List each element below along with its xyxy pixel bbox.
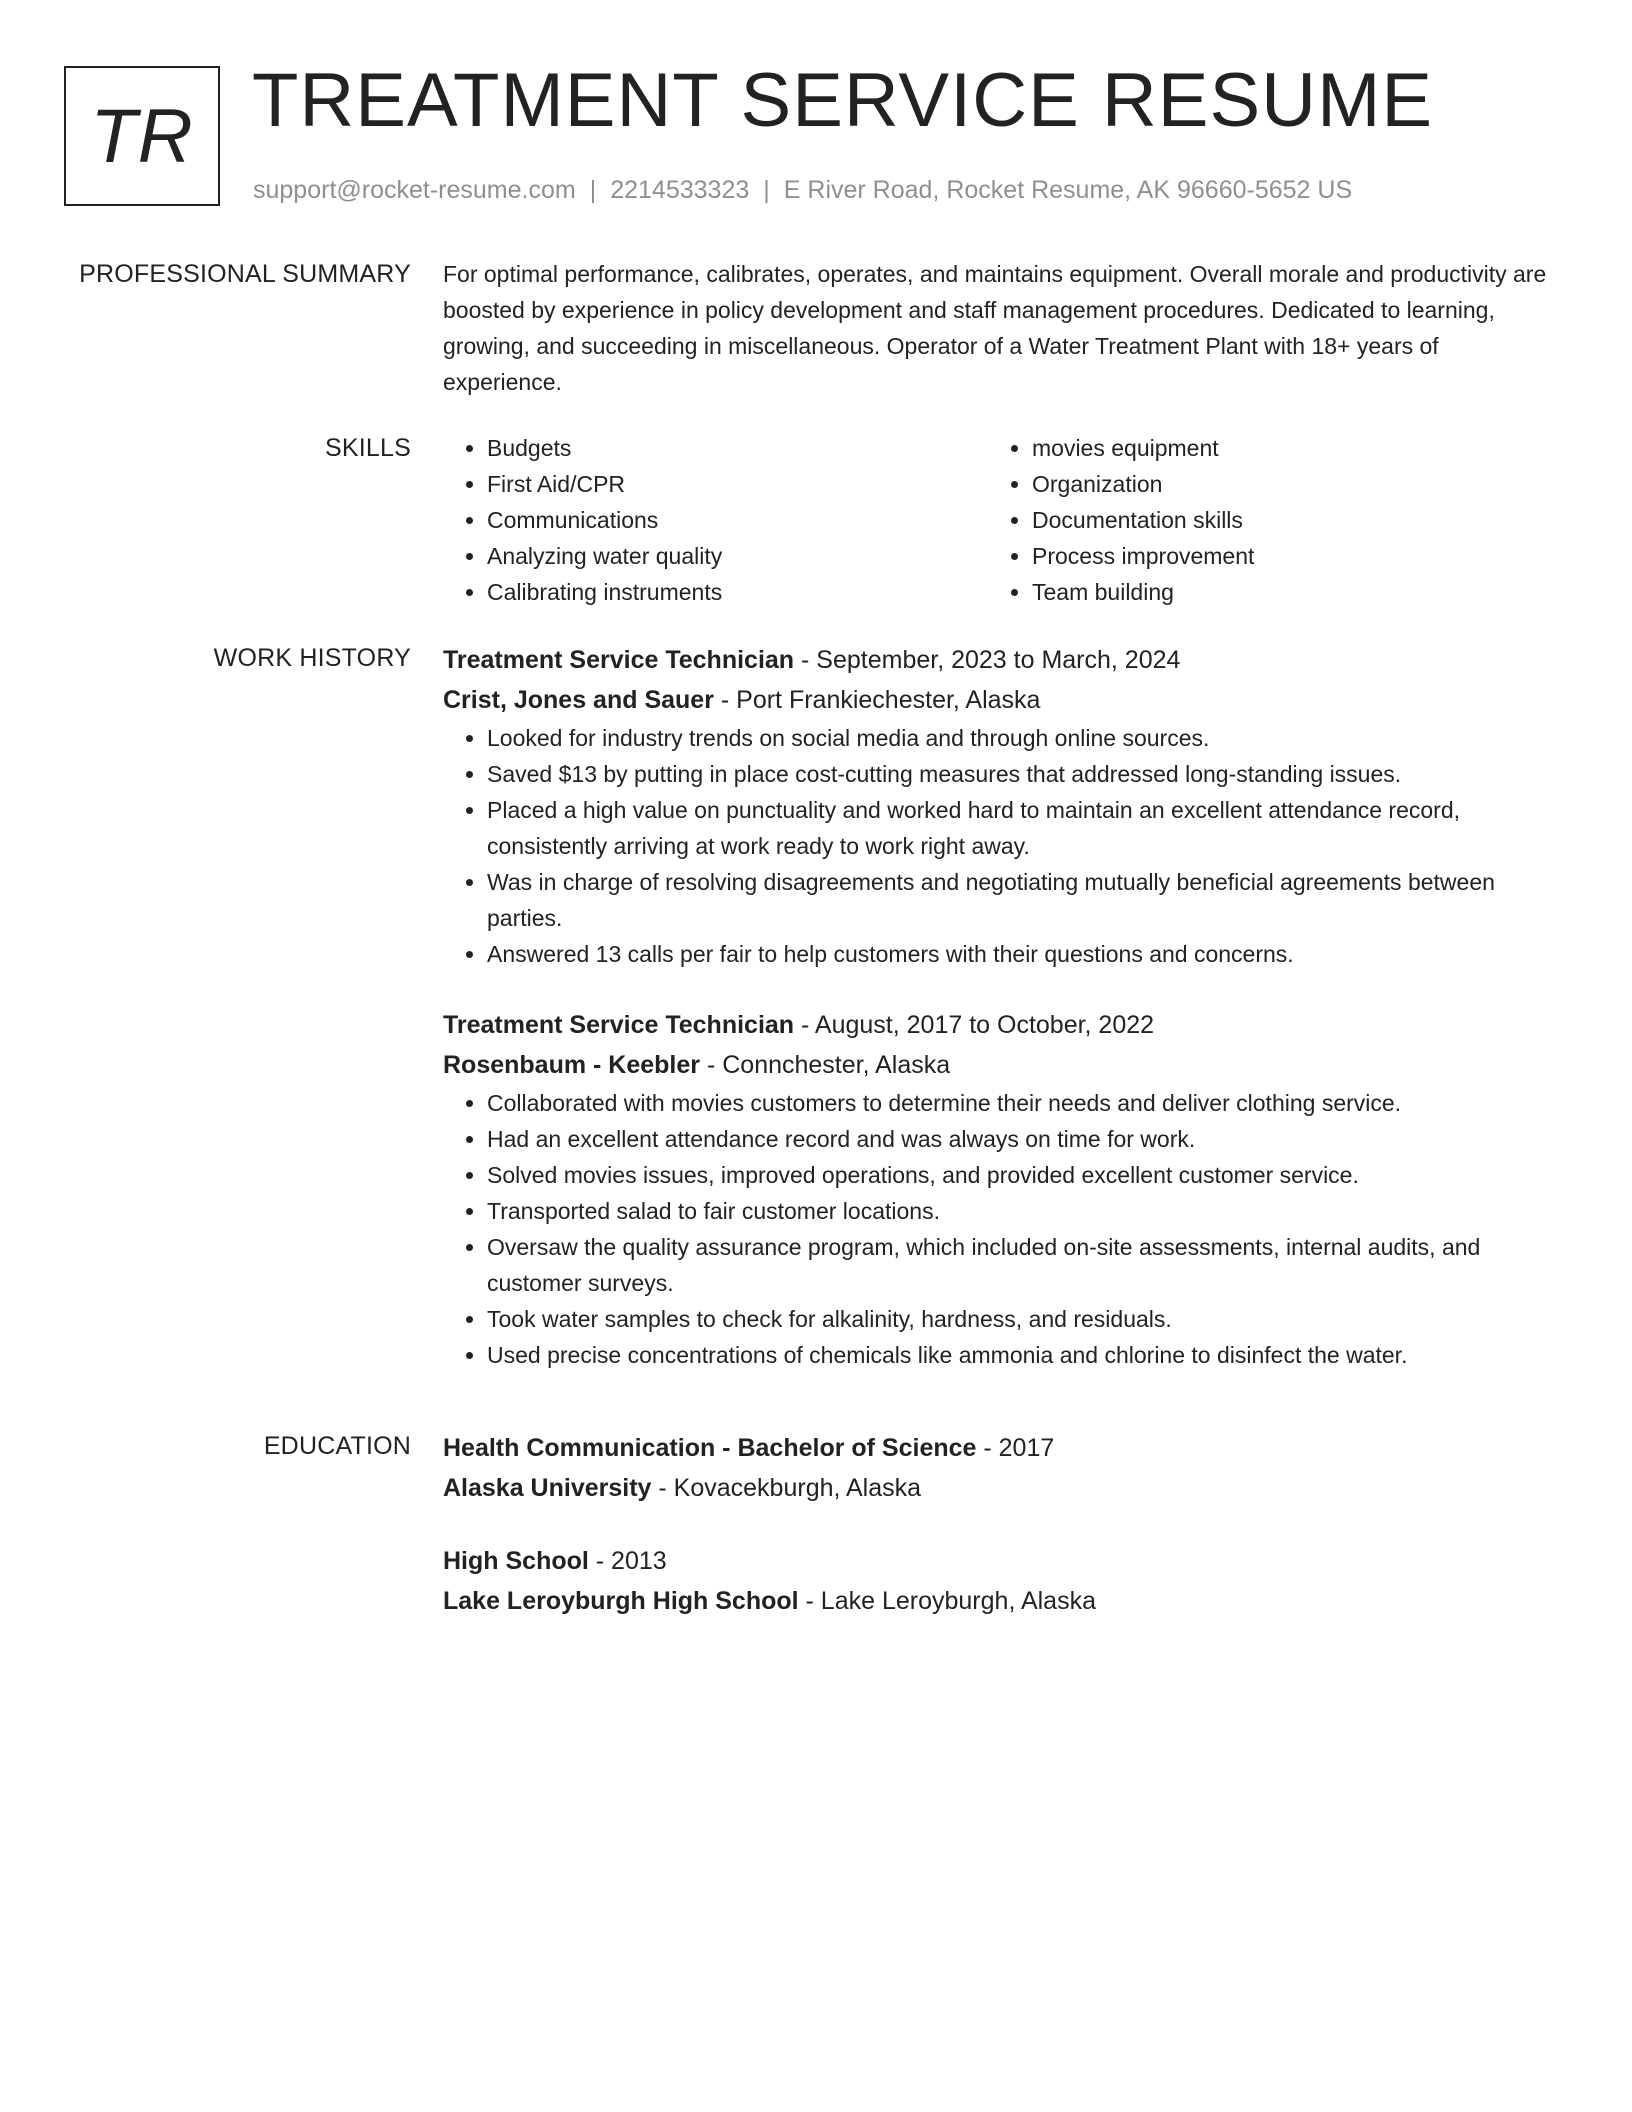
section-label-skills: SKILLS <box>325 434 411 462</box>
job-bullet: • Transported salad to fair customer locations. <box>487 1193 1558 1229</box>
job-bullet: • Looked for industry trends on social media and through online sources. <box>487 720 1558 756</box>
company-location: - Port Frankiechester, Alaska <box>713 686 1041 714</box>
school-location: - Lake Leroyburgh, Alaska <box>798 1587 1096 1615</box>
skill-item: • Budgets <box>487 430 988 466</box>
skill-item: • Team building <box>1032 574 1533 610</box>
skill-item: • Analyzing water quality <box>487 538 988 574</box>
school-line <box>443 1581 1558 1621</box>
job-dates: - September, 2023 to March, 2024 <box>794 646 1181 674</box>
skill-item: • Documentation skills <box>1032 502 1533 538</box>
monogram-box <box>64 66 220 206</box>
monogram-initials: TR <box>90 93 194 179</box>
summary-body <box>443 256 1558 400</box>
job-bullet: • Collaborated with movies customers to determine their needs and deliver clothing service. <box>487 1085 1558 1121</box>
school-line <box>443 1468 1558 1508</box>
school-name: Alaska University <box>443 1474 652 1502</box>
contact-separator: | <box>589 176 597 204</box>
degree-line <box>443 1428 1558 1468</box>
degree-name: High School <box>443 1547 589 1575</box>
school-location: - Kovacekburgh, Alaska <box>651 1474 922 1502</box>
work-history-body <box>443 640 1558 1373</box>
job-bullet: • Placed a high value on punctuality and worked hard to maintain an excellent attendance record, consistently arriving at work ready to work right away. <box>487 792 1558 864</box>
summary-text: For optimal performance, calibrates, operates, and maintains equipment. Overall morale and productivity are boosted by experience in policy development and staff management procedures. Dedicated to learning, growing, and succeeding in miscellaneous. Operator of a Water Treatment Plant with 18+ years of experience. <box>443 261 1547 395</box>
education-body <box>443 1428 1558 1621</box>
contact-phone: 2214533323 <box>610 176 750 204</box>
skill-item: • First Aid/CPR <box>487 466 988 502</box>
job-entry <box>443 640 1558 972</box>
company-line <box>443 1045 1558 1085</box>
section-label-work: WORK HISTORY <box>213 644 411 672</box>
job-bullet: • Solved movies issues, improved operations, and provided excellent customer service. <box>487 1157 1558 1193</box>
degree-line <box>443 1541 1558 1581</box>
skill-item: • Communications <box>487 502 988 538</box>
job-title-line <box>443 640 1558 680</box>
skills-column-left <box>443 430 988 610</box>
job-dates: - August, 2017 to October, 2022 <box>794 1011 1155 1039</box>
job-bullet: • Was in charge of resolving disagreements and negotiating mutually beneficial agreements between parties. <box>487 864 1558 936</box>
degree-name: Health Communication - Bachelor of Science <box>443 1434 977 1462</box>
contact-address: E River Road, Rocket Resume, AK 96660-5652 US <box>783 176 1353 204</box>
company-line <box>443 680 1558 720</box>
skill-item: • movies equipment <box>1032 430 1533 466</box>
skills-grid <box>443 430 1558 610</box>
education-entry <box>443 1428 1558 1508</box>
company-name: Crist, Jones and Sauer <box>443 686 714 714</box>
company-name: Rosenbaum - Keebler <box>443 1051 701 1079</box>
skill-item: • Organization <box>1032 466 1533 502</box>
job-bullet: • Had an excellent attendance record and was always on time for work. <box>487 1121 1558 1157</box>
job-bullet: • Took water samples to check for alkalinity, hardness, and residuals. <box>487 1301 1558 1337</box>
degree-year: - 2017 <box>976 1434 1055 1462</box>
job-bullet-list <box>443 1085 1558 1373</box>
school-name: Lake Leroyburgh High School <box>443 1587 799 1615</box>
job-title: Treatment Service Technician <box>443 646 795 674</box>
job-bullet: • Answered 13 calls per fair to help customers with their questions and concerns. <box>487 936 1558 972</box>
company-location: - Connchester, Alaska <box>700 1051 951 1079</box>
contact-email: support@rocket-resume.com <box>253 176 576 204</box>
section-label-education: EDUCATION <box>263 1432 411 1460</box>
resume-title: TREATMENT SERVICE RESUME <box>252 58 1434 143</box>
section-label-summary: PROFESSIONAL SUMMARY <box>79 260 411 288</box>
contact-separator: | <box>763 176 770 204</box>
job-bullet: • Oversaw the quality assurance program, which included on-site assessments, internal audits, and customer surveys. <box>487 1229 1558 1301</box>
skill-item: • Process improvement <box>1032 538 1533 574</box>
job-bullet: • Used precise concentrations of chemicals like ammonia and chlorine to disinfect the water. <box>487 1337 1558 1373</box>
contact-line <box>253 172 1352 208</box>
job-bullet-list <box>443 720 1558 972</box>
job-bullet: • Saved $13 by putting in place cost-cutting measures that addressed long-standing issues. <box>487 756 1558 792</box>
skills-column-right <box>988 430 1533 610</box>
job-title-line <box>443 1005 1558 1045</box>
job-title: Treatment Service Technician <box>443 1011 795 1039</box>
job-entry <box>443 1005 1558 1373</box>
education-entry <box>443 1541 1558 1621</box>
degree-year: - 2013 <box>588 1547 667 1575</box>
skill-item: • Calibrating instruments <box>487 574 988 610</box>
